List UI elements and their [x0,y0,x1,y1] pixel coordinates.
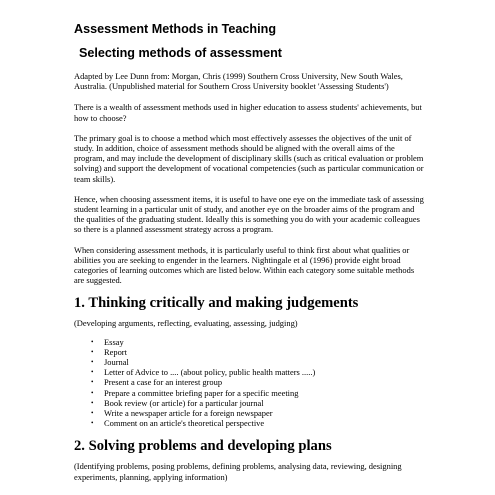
bullet-icon: • [91,368,94,377]
list-item [74,347,426,357]
list-item-label: Report [104,346,127,357]
paragraph-primary-goal: The primary goal is to choose a method which most effectively assesses the objectives of the unit of study. In addition, choice of assessment methods should be aligned with the overall aims of the program, and may include the development of disciplinary skills (such as critical evaluation or problem solving) and support the development of vocational competencies (such as particular communication or team skills). [74,132,424,184]
list-item-label: Essay [104,336,124,347]
list-item-label: Present a case for an interest group [104,377,223,388]
list-item [74,337,426,347]
list-item-label: Book review (or article) for a particular journal [104,397,264,408]
bullet-icon: • [91,388,94,397]
list-item [74,418,426,428]
list-item [74,398,426,408]
document-title: Assessment Methods in Teaching [74,22,277,36]
section-subheading-thinking-critically: (Developing arguments, reflecting, evaluating, assessing, judging) [74,318,298,329]
list-item [74,377,426,387]
bullet-icon: • [91,378,94,387]
document-subtitle: Selecting methods of assessment [79,46,282,60]
bullet-icon: • [91,419,94,428]
list-item-label: Journal [104,357,129,368]
adapted-note: Adapted by Lee Dunn from: Morgan, Chris (1999) Southern Cross University, New South Wales, Australia. (Unpublished material for Southern Cross University booklet 'Assessing Students') [74,71,403,92]
method-list [74,337,426,429]
section-heading-solving-problems: 2. Solving problems and developing plans [74,438,332,455]
section-heading-thinking-critically: 1. Thinking critically and making judgements [74,295,359,312]
paragraph-considering: When considering assessment methods, it is particularly useful to think first about what qualities or abilities you are seeking to engender in the learners. Nightingale et al (1996) provide eight broad categories of learning outcomes which are listed below. Within each category some suitable methods are suggested. [74,244,415,286]
bullet-icon: • [91,337,94,346]
paragraph-hence: Hence, when choosing assessment items, it is useful to have one eye on the immediate task of assessing student learning in a particular unit of study, and another eye on the broader aims of the program and the qualities of the graduating student. Ideally this is something you do with your academic colleagues so there is a planned assessment strategy across a program. [74,193,424,235]
list-item-label: Comment on an article's theoretical perspective [104,418,265,429]
list-item [74,357,426,367]
section-subheading-solving-problems: (Identifying problems, posing problems, defining problems, analysing data, reviewing, designing experiments, planning, applying information) [74,461,402,482]
list-item [74,388,426,398]
bullet-icon: • [91,358,94,367]
list-item [74,408,426,418]
document-page [74,22,426,482]
list-item-label: Letter of Advice to .... (about policy, public health matters .....) [104,367,316,378]
bullet-icon: • [91,347,94,356]
list-item-label: Write a newspaper article for a foreign newspaper [104,408,273,419]
paragraph-intro: There is a wealth of assessment methods used in higher education to assess students' achievements, but how to choose? [74,102,422,123]
list-item [74,367,426,377]
list-item-label: Prepare a committee briefing paper for a specific meeting [104,387,299,398]
bullet-icon: • [91,398,94,407]
bullet-icon: • [91,409,94,418]
